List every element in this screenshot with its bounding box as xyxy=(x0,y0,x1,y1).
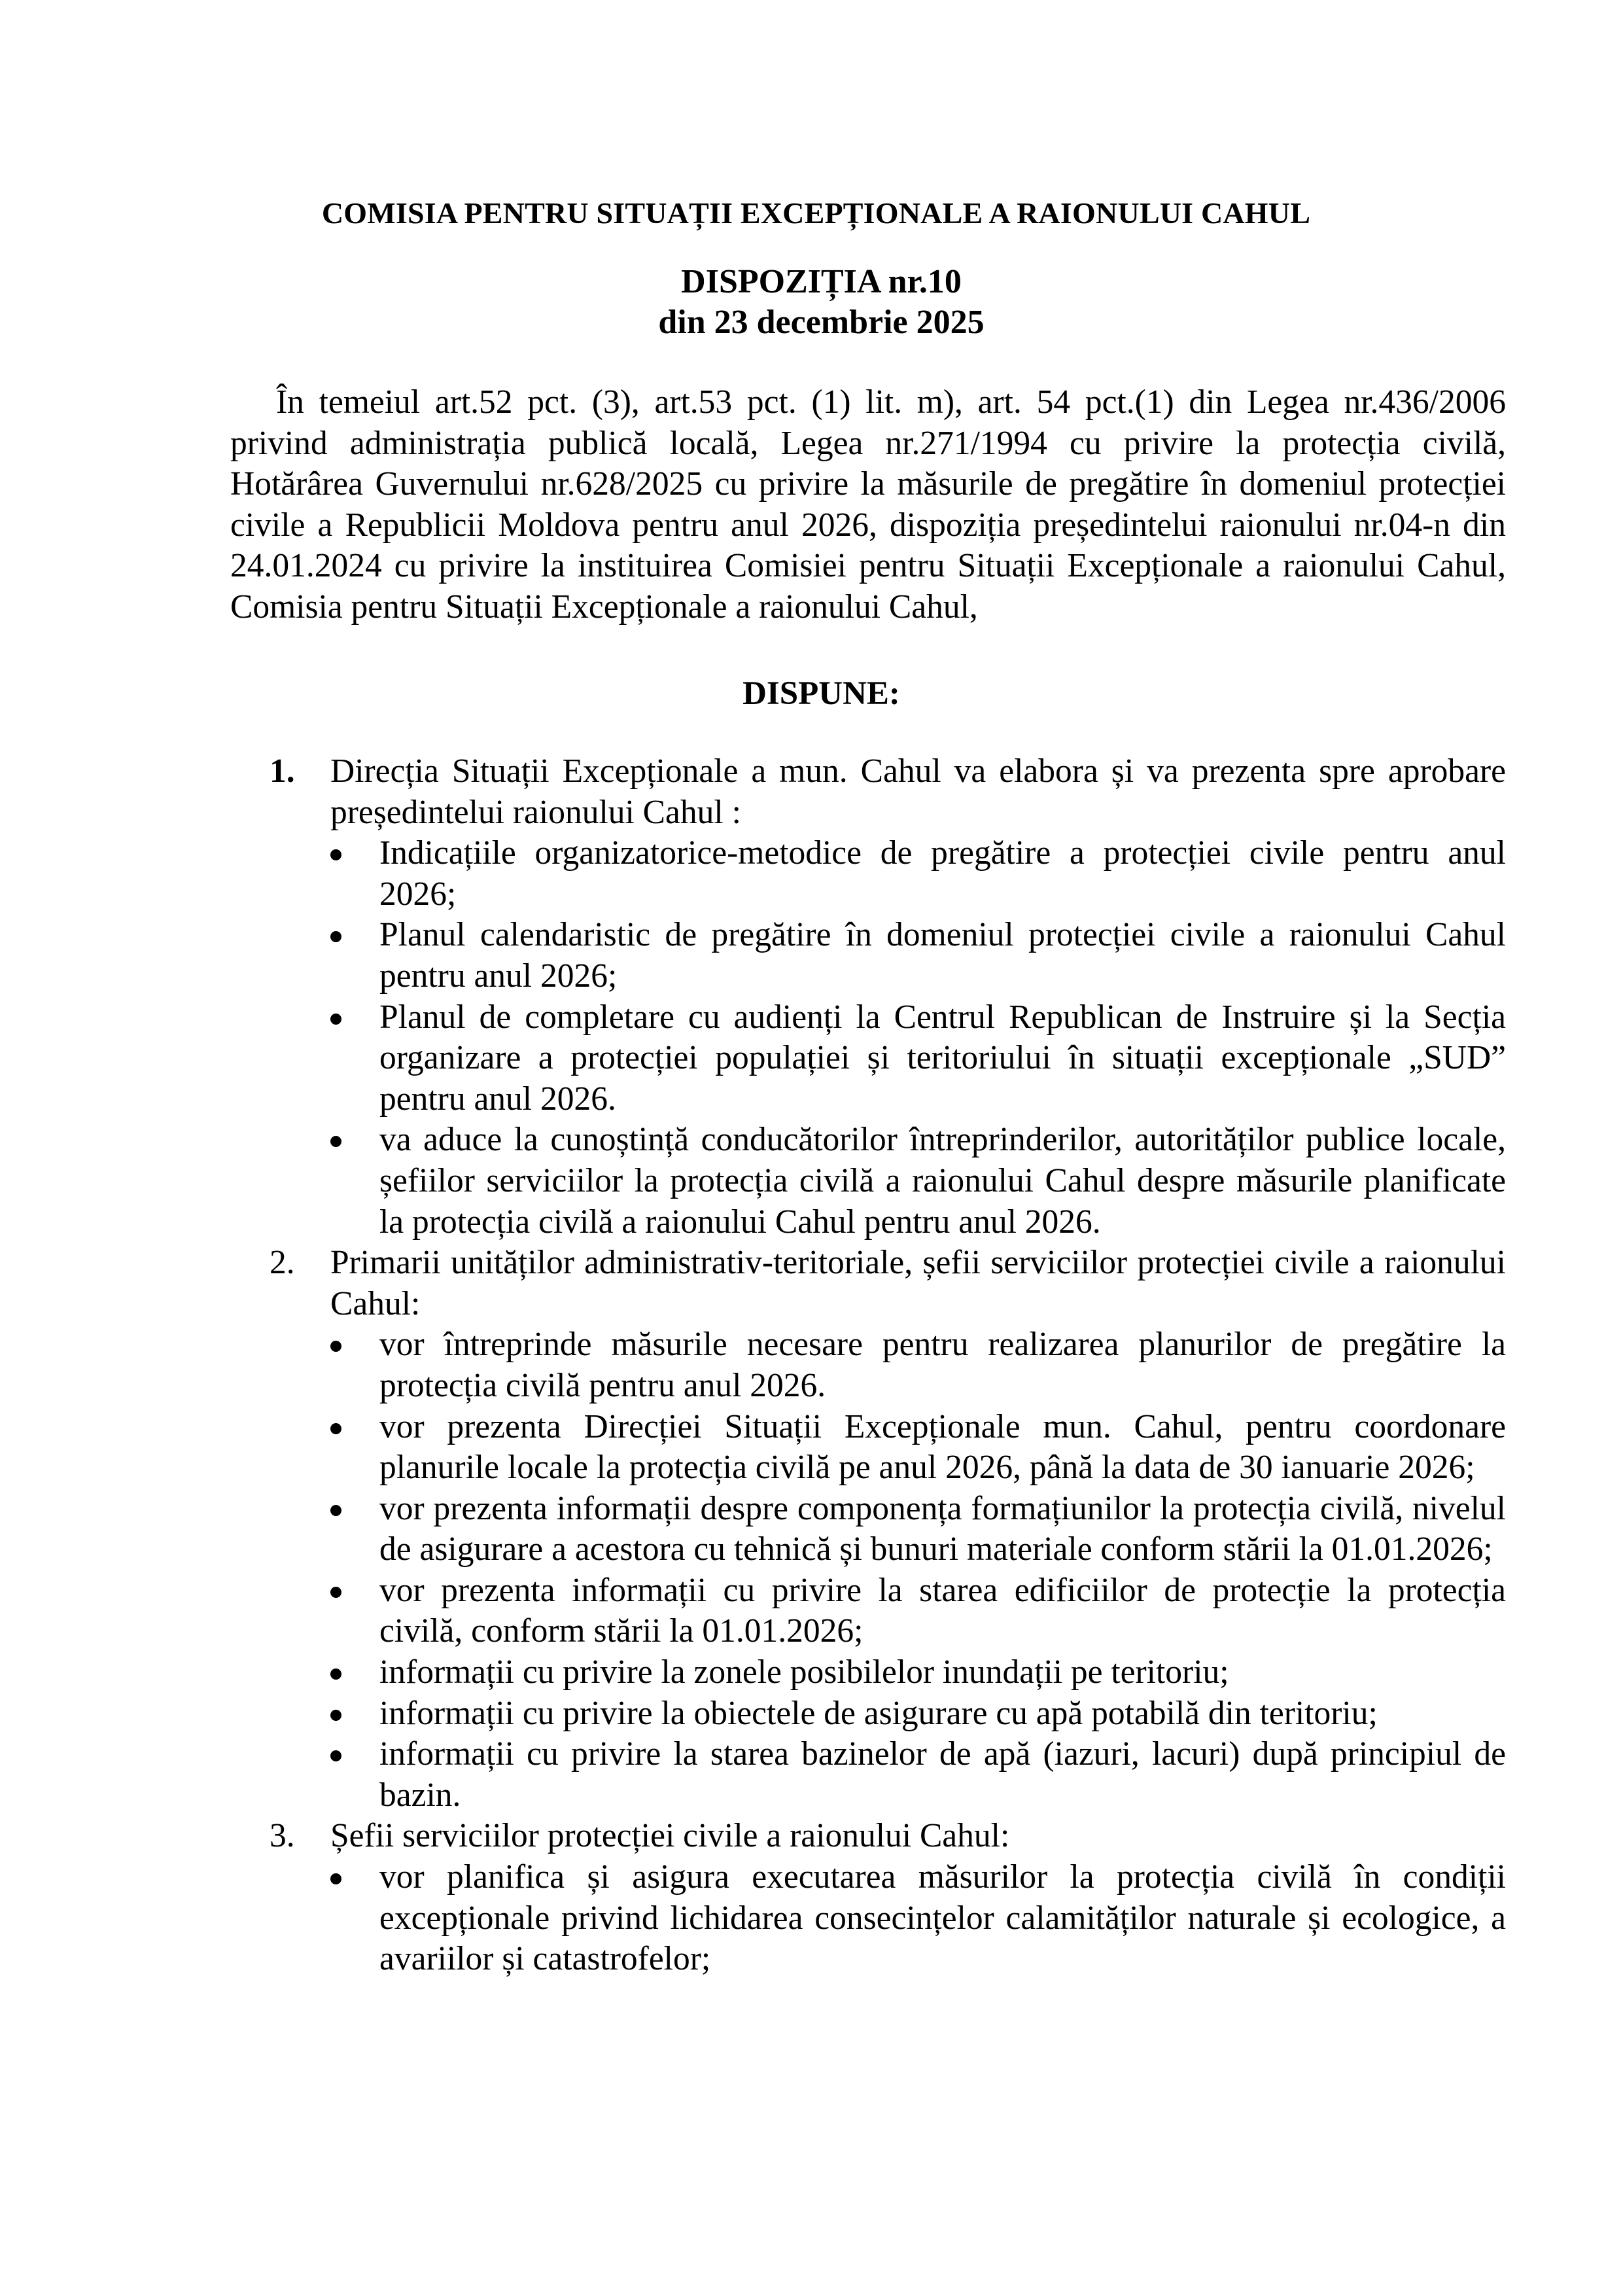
bullet-item xyxy=(330,1407,1506,1489)
order-text: Șefii serviciilor protecției civile a raionului Cahul: xyxy=(330,1817,1010,1855)
order-bullets xyxy=(330,1324,1506,1816)
bullet-text: va aduce la cunoștință conducătorilor întreprinderilor, autorităților publice locale, șefiilor serviciilor la protecția civilă a raionului Cahul despre măsurile planificate la protecția civilă a raionului Cahul pentru anul 2026. xyxy=(379,1121,1506,1241)
bullet-icon xyxy=(330,931,341,942)
order-number: 2. xyxy=(270,1244,295,1282)
bullet-item xyxy=(330,1693,1506,1735)
order-number: 3. xyxy=(270,1817,295,1855)
bullet-item xyxy=(330,915,1506,997)
document-heading xyxy=(0,262,1623,343)
bullet-icon xyxy=(330,1710,341,1721)
bullet-text: vor prezenta informații despre componența formațiunilor la protecția civilă, nivelul de asigurare a acestora cu tehnică și bunuri materiale conform stării la 01.01.2026; xyxy=(379,1489,1506,1568)
order-item xyxy=(230,1243,1506,1816)
order-text: Direcția Situații Excepționale a mun. Cahul va elabora și va prezenta spre aprobare președintelui raionului Cahul : xyxy=(330,752,1506,831)
bullet-icon xyxy=(330,1873,341,1884)
bullet-icon xyxy=(330,1136,341,1147)
bullet-text: Indicațiile organizatorice-metodice de pregătire a protecției civile pentru anul 2026; xyxy=(379,834,1506,913)
bullet-icon xyxy=(330,1669,341,1680)
bullet-icon xyxy=(330,1587,341,1598)
bullet-item xyxy=(330,1570,1506,1652)
order-text: Primarii unităților administrativ-teritoriale, șefii serviciilor protecției civile a raionului Cahul: xyxy=(330,1244,1506,1322)
bullet-item xyxy=(330,1652,1506,1693)
bullet-text: informații cu privire la zonele posibilelor inundații pe teritoriu; xyxy=(379,1653,1229,1691)
bullet-item xyxy=(330,1120,1506,1243)
dispune-heading: DISPUNE: xyxy=(742,675,900,712)
order-bullets xyxy=(330,833,1506,1243)
bullet-item xyxy=(330,997,1506,1120)
document-number: DISPOZIȚIA nr.10 xyxy=(681,263,962,300)
document-date: din 23 decembrie 2025 xyxy=(658,304,985,341)
orders-list xyxy=(230,751,1506,1980)
bullet-text: informații cu privire la obiectele de asigurare cu apă potabilă din teritoriu; xyxy=(379,1694,1378,1732)
bullet-text: vor prezenta informații cu privire la starea edificiilor de protecție la protecția civilă, conform stării la 01.01.2026; xyxy=(379,1571,1506,1650)
bullet-text: vor planifica și asigura executarea măsurilor la protecția civilă în condiții excepționale privind lichidarea consecințelor calamităților naturale și ecologice, a avariilor și catastrofelor; xyxy=(379,1858,1506,1978)
preamble-paragraph: În temeiul art.52 pct. (3), art.53 pct. (1) lit. m), art. 54 pct.(1) din Legea nr.436/2006 privind administrația publică locală, Legea nr.271/1994 cu privire la protecția civilă, Hotărârea Guvernului nr.628/2025 cu privire la măsurile de pregătire în domeniul protecției civile a Republicii Moldova pentru anul 2026, dispoziția președintelui raionului nr.04-n din 24.01.2024 cu privire la instituirea Comisiei pentru Situații Excepționale a raionului Cahul, Comisia pentru Situații Excepționale a raionului Cahul, xyxy=(230,383,1506,626)
bullet-text: informații cu privire la starea bazinelor de apă (iazuri, lacuri) după principiul de bazin. xyxy=(379,1735,1506,1814)
bullet-text: vor întreprinde măsurile necesare pentru realizarea planurilor de pregătire la protecția civilă pentru anul 2026. xyxy=(379,1326,1506,1404)
bullet-icon xyxy=(330,1750,341,1761)
bullet-icon xyxy=(330,1341,341,1352)
bullet-icon xyxy=(330,1423,341,1434)
bullet-icon xyxy=(330,849,341,860)
bullet-item xyxy=(330,1324,1506,1406)
order-item xyxy=(230,751,1506,1243)
order-number: 1. xyxy=(270,752,295,790)
bullet-icon xyxy=(330,1505,341,1516)
organization-title: COMISIA PENTRU SITUAȚII EXCEPȚIONALE A RAIONULUI CAHUL xyxy=(321,196,1311,230)
bullet-text: Planul de completare cu audienți la Centrul Republican de Instruire și la Secția organizare a protecției populației și teritoriului în situații excepționale „SUD” pentru anul 2026. xyxy=(379,998,1506,1118)
bullet-item xyxy=(330,1857,1506,1980)
order-bullets xyxy=(330,1857,1506,1980)
bullet-item xyxy=(330,1734,1506,1816)
bullet-item xyxy=(330,833,1506,915)
order-item xyxy=(230,1816,1506,1979)
bullet-icon xyxy=(330,1014,341,1025)
bullet-item xyxy=(330,1489,1506,1570)
bullet-text: vor prezenta Direcției Situații Excepționale mun. Cahul, pentru coordonare planurile locale la protecția civilă pe anul 2026, până la data de 30 ianuarie 2026; xyxy=(379,1407,1506,1487)
bullet-text: Planul calendaristic de pregătire în domeniul protecției civile a raionului Cahul pentru anul 2026; xyxy=(379,916,1506,995)
